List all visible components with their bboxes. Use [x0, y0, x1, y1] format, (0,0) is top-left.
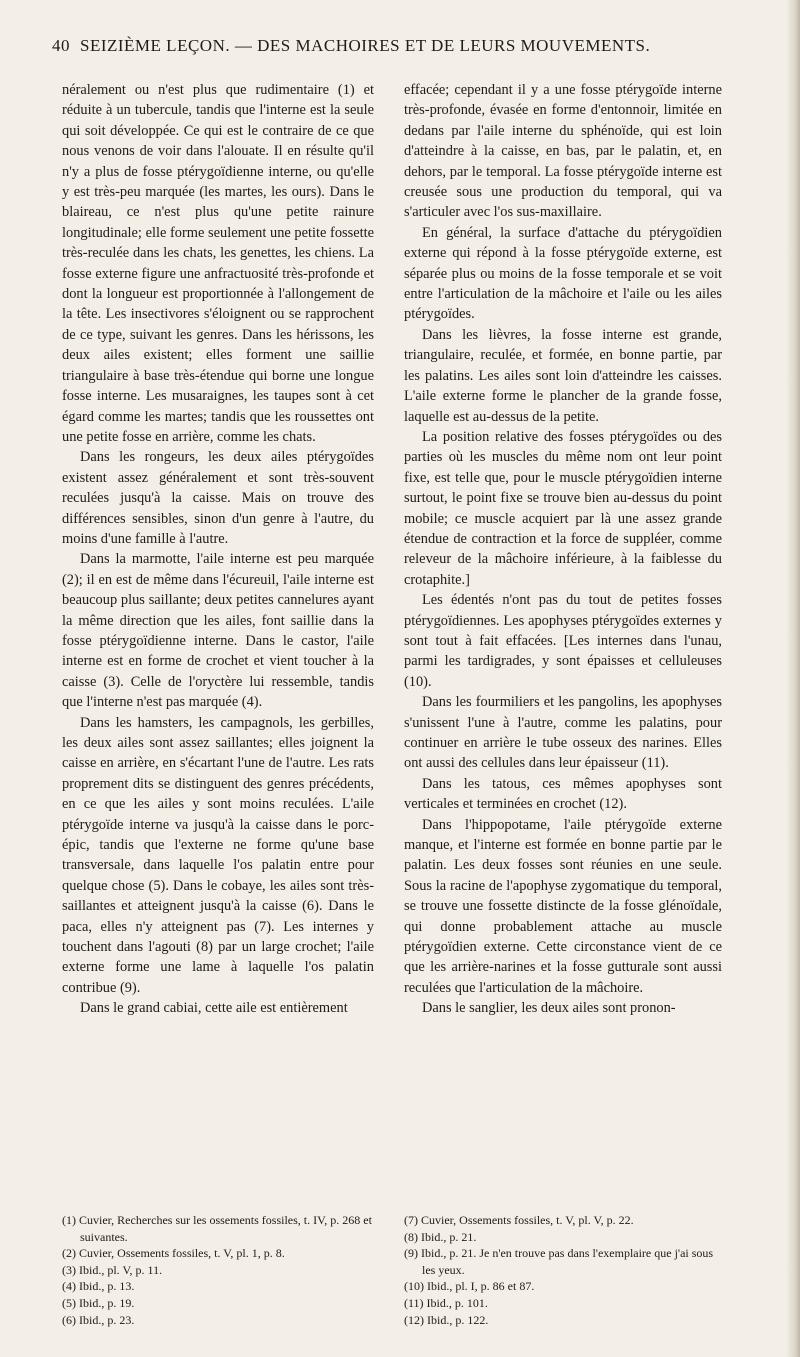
- page-edge-shadow: [786, 0, 800, 1357]
- paragraph: Les édentés n'ont pas du tout de petites fosses ptérygoïdiennes. Les apophyses ptérygoïdes externes y sont tout à fait effacées. [Les internes dans l'unau, parmi les tardigrades, y sont épaisses et celluleuses (10).: [404, 592, 722, 690]
- left-column: [62, 80, 374, 1019]
- paragraph: Dans la marmotte, l'aile interne est peu marquée (2); il en est de même dans l'écureuil, l'aile interne est beaucoup plus saillante; deux petites cannelures ayant la même direction que les ailes, font saillie dans la fosse ptérygoïdienne interne. Dans le castor, l'aile interne est en forme de crochet et vient toucher à la caisse (3). Celle de l'oryctère lui ressemble, tandis que l'interne n'est pas marquée (4).: [62, 551, 374, 711]
- paragraph: néralement ou n'est plus que rudimentaire (1) et réduite à un tubercule, tandis que l'interne est la seule qui soit développée. Ce qui est le contraire de ce que nous venons de voir dans l'alouate. Il en résulte qu'il n'y a plus de fosse ptérygoïdienne interne, ou qu'elle y est très-peu marquée (les martes, les ours). Dans le blaireau, ce n'est plus qu'une petite rainure longitudinale; elle forme seulement une petite fossette très-reculée dans les chats, les genettes, les chiens. La fosse externe figure une anfractuosité très-profonde et dont la longueur est proportionnée à l'allongement de la tête. Les insectivores s'éloignent ou se rapprochent de ce type, suivant les genres. Dans les hérissons, les deux ailes existent; elles forment une saillie triangulaire à base très-étendue qui borne une longue fosse interne. Les musaraignes, les taupes sont à cet égard comme les martes; tandis que les roussettes ont une petite fosse en arrière, comme les chats.: [62, 82, 374, 445]
- footnotes-left: [62, 1212, 374, 1328]
- paragraph: effacée; cependant il y a une fosse ptérygoïde interne très-profonde, évasée en forme d'entonnoir, limitée en dedans par l'aile interne du sphénoïde, qui est loin d'atteindre à la caisse, en bas, par le palatin, et, en dehors, par le temporal. La fosse ptérygoïde interne est creusée sous une production du temporal, qui va s'articuler avec l'os sus-maxillaire.: [404, 82, 722, 221]
- footnote: (5) Ibid., p. 19.: [62, 1295, 135, 1310]
- paragraph: Dans les tatous, ces mêmes apophyses sont verticales et terminées en crochet (12).: [404, 775, 722, 813]
- footnote: (1) Cuvier, Recherches sur les ossements fossiles, t. IV, p. 268 et suivantes.: [62, 1213, 372, 1244]
- paragraph: Dans le sanglier, les deux ailes sont pronon-: [422, 1000, 676, 1017]
- page-number: 40: [52, 36, 70, 55]
- footnotes-right: [404, 1212, 722, 1328]
- paragraph: Dans les fourmiliers et les pangolins, les apophyses s'unissent l'une à l'autre, comme les palatins, pour continuer en arrière le tube osseux des narines. Elles ont aussi des cellules dans leur épaisseur (11).: [404, 694, 722, 772]
- footnote: (9) Ibid., p. 21. Je n'en trouve pas dans l'exemplaire que j'ai sous les yeux.: [404, 1246, 714, 1277]
- footnote: (4) Ibid., p. 13.: [62, 1279, 135, 1294]
- paragraph: Dans les hamsters, les campagnols, les gerbilles, les deux ailes sont assez saillantes; elles joignent la caisse en arrière, en s'écartant l'une de l'autre. Les rats proprement dits se distinguent des genres précédents, en ce que les ailes y sont moins reculées. L'aile ptérygoïde interne va jusqu'à la caisse dans le porc-épic, tandis que l'externe ne forme qu'une base transversale, dans laquelle l'os palatin entre pour quelque chose (5). Dans le cobaye, les ailes sont très-saillantes et atteignent jusqu'à la caisse (6). Dans le paca, elles n'y atteignent pas (7). Les internes y touchent dans l'agouti (8) par un large crochet; l'aile externe forme une lame à laquelle l'os palatin contribue (9).: [62, 714, 374, 996]
- paragraph: Dans l'hippopotame, l'aile ptérygoïde externe manque, et l'interne est formée en bonne partie par le palatin. Les deux fosses sont réunies en une seule. Sous la racine de l'apophyse zygomatique du temporal, se trouve une fossette distincte de la fosse glénoïdale, qui donne probablement attache au muscle ptérygoïdien externe. Cette circonstance vient de ce que les arrière-narines et la fosse gutturale sont aussi reculées que l'articulation de la mâchoire.: [404, 816, 722, 996]
- footnote: (7) Cuvier, Ossements fossiles, t. V, pl. V, p. 22.: [404, 1213, 634, 1227]
- paragraph: Dans les rongeurs, les deux ailes ptérygoïdes existent assez généralement et sont très-souvent reculées jusqu'à la caisse. Mais on trouve des différences sensibles, sinon d'un genre à l'autre, du moins d'une famille à l'autre.: [62, 449, 374, 547]
- footnote: (6) Ibid., p. 23.: [62, 1312, 135, 1327]
- paragraph: Dans les lièvres, la fosse interne est grande, triangulaire, reculée, et formée, en bonne partie, par les palatins. Les ailes sont loin d'atteindre les caisses. L'aile externe forme le plancher de la grande fosse, laquelle est au-dessus de la petite.: [404, 326, 722, 425]
- paragraph: La position relative des fosses ptérygoïdes ou des parties où les muscles du même nom ont leur point fixe, est telle que, pour le muscle ptérygoïdien interne surtout, le point fixe se trouve bien au-dessus du point mobile; ce muscle acquiert par là une assez grande étendue de contraction et la force de suppléer, comme releveur de la mâchoire inférieure, à la faiblesse du crotaphite.]: [404, 428, 722, 588]
- footnote: (8) Ibid., p. 21.: [404, 1229, 477, 1244]
- page-header: [52, 30, 760, 60]
- footnote: (3) Ibid., pl. V, p. 11.: [62, 1262, 163, 1277]
- paragraph: Dans le grand cabiai, cette aile est entièrement: [80, 1000, 348, 1017]
- footnote: (11) Ibid., p. 101.: [404, 1295, 488, 1310]
- running-head: SEIZIÈME LEÇON. — DES MACHOIRES ET DE LEURS MOUVEMENTS.: [80, 36, 651, 55]
- right-column: [404, 80, 722, 1019]
- paragraph: En général, la surface d'attache du ptérygoïdien externe qui répond à la fosse ptérygoïde externe, est séparée plus ou moins de la fosse temporale et se voit entre l'articulation de la mâchoire et l'aile ou les ailes ptérygoïdes.: [404, 224, 722, 323]
- footnote: (2) Cuvier, Ossements fossiles, t. V, pl. 1, p. 8.: [62, 1246, 285, 1261]
- footnote: (12) Ibid., p. 122.: [404, 1312, 489, 1327]
- footnote: (10) Ibid., pl. I, p. 86 et 87.: [404, 1279, 535, 1294]
